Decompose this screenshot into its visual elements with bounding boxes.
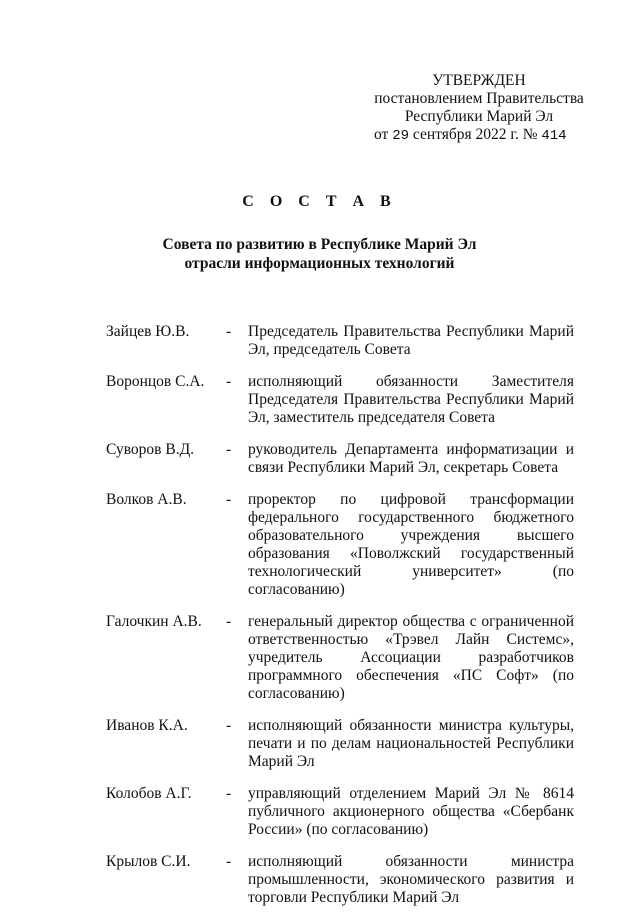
- member-role: исполняющий обязанности Заместителя Председателя Правительства Республики Марий Эл, заместитель председателя Совета: [248, 373, 574, 426]
- member-role: управляющий отделением Марий Эл № 8614 публичного акционерного общества «Сбербанк России» (по согласованию): [248, 785, 574, 838]
- approval-date-line: [374, 126, 584, 145]
- member-dash: -: [226, 373, 232, 390]
- member-name: Суворов В.Д.: [106, 441, 195, 458]
- member-role: исполняющий обязанности министра промышленности, экономического развития и торговли Республики Марий Эл: [248, 853, 574, 906]
- member-dash: -: [226, 323, 232, 340]
- members-list: [106, 323, 574, 921]
- approval-title: УТВЕРЖДЕН: [432, 72, 526, 89]
- member-row: [106, 491, 574, 599]
- member-dash: -: [226, 491, 232, 508]
- member-row: [106, 373, 574, 427]
- member-role: Председатель Правительства Республики Марий Эл, председатель Совета: [248, 323, 574, 358]
- date-day: 29: [392, 128, 410, 144]
- member-dash: -: [226, 717, 232, 734]
- approval-authority: Республики Марий Эл: [404, 108, 554, 125]
- member-name: Крылов С.И.: [106, 853, 191, 870]
- member-name: Колобов А.Г.: [106, 785, 192, 802]
- member-row: [106, 323, 574, 359]
- member-dash: -: [226, 785, 232, 802]
- approval-resolution: постановлением Правительства: [374, 90, 584, 107]
- date-prefix: от: [374, 126, 389, 143]
- member-dash: -: [226, 613, 232, 630]
- document-title: С О С Т А В: [242, 193, 397, 210]
- member-name: Галочкин А.В.: [106, 613, 202, 630]
- member-row: [106, 717, 574, 771]
- member-name: Воронцов С.А.: [106, 373, 205, 390]
- member-role: проректор по цифровой трансформации федерального государственного бюджетного образовательного учреждения высшего образования «Поволжский государственный технологический университет» (по согласованию): [248, 491, 574, 598]
- member-dash: -: [226, 441, 232, 458]
- subtitle-line-1: Совета по развитию в Республике Марий Эл: [162, 236, 477, 253]
- member-name: Волков А.В.: [106, 491, 187, 508]
- member-name: Зайцев Ю.В.: [106, 323, 190, 340]
- member-row: [106, 853, 574, 907]
- member-role: исполняющий обязанности министра культуры, печати и по делам национальностей Республики Марий Эл: [248, 717, 574, 770]
- member-name: Иванов К.А.: [106, 717, 188, 734]
- resolution-number: 414: [541, 128, 567, 144]
- member-role: генеральный директор общества с ограниченной ответственностью «Трэвел Лайн Системс», учредитель Ассоциации разработчиков программного обеспечения «ПС Софт» (по согласованию): [248, 613, 574, 702]
- member-row: [106, 441, 574, 477]
- member-role: руководитель Департамента информатизации и связи Республики Марий Эл, секретарь Совета: [248, 441, 574, 476]
- member-row: [106, 613, 574, 703]
- date-month-year: сентября 2022 г. №: [412, 126, 538, 143]
- approval-block: [374, 72, 584, 145]
- member-dash: -: [226, 853, 232, 870]
- member-row: [106, 785, 574, 839]
- document-subtitle: [0, 235, 639, 273]
- subtitle-line-2: отрасли информационных технологий: [184, 255, 455, 272]
